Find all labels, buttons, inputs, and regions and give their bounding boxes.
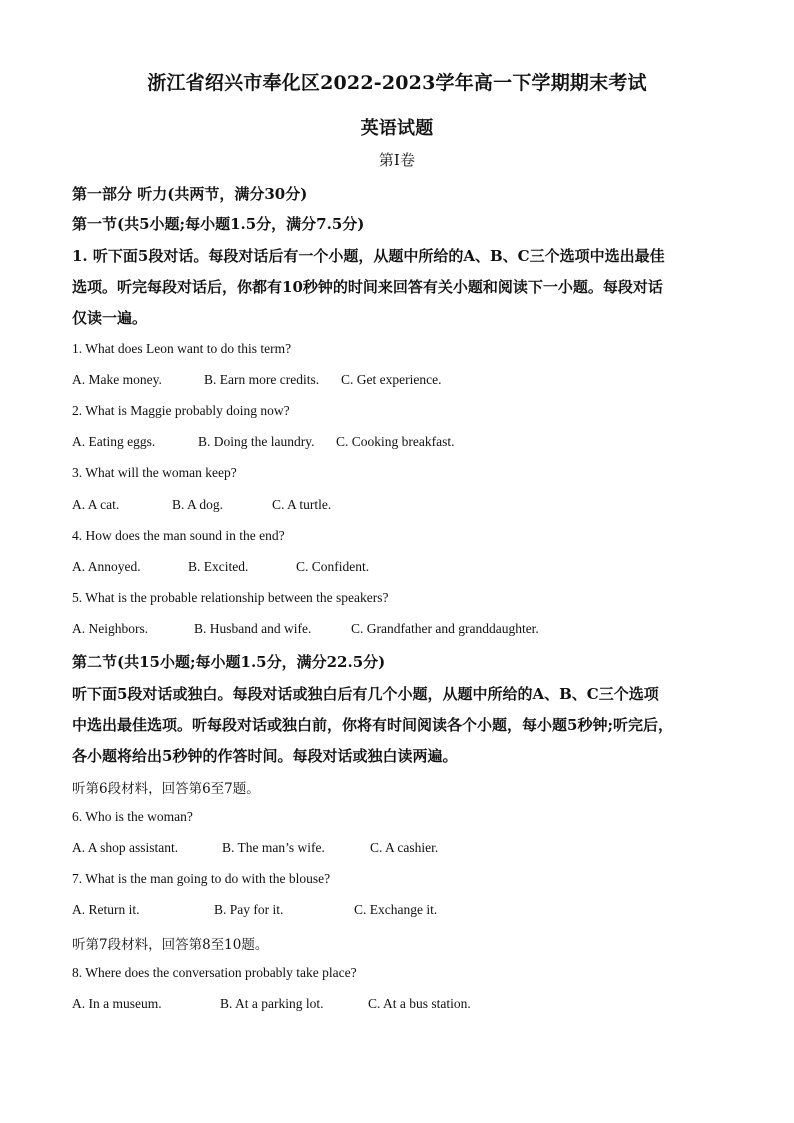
exam-subtitle: 英语试题 [360, 118, 434, 139]
question-text: 2. What is Maggie probably doing now? [72, 403, 290, 418]
option-b: B. Doing the laundry. [198, 434, 315, 449]
section2-instruction-line2: 中选出最佳选项。听每段对话或独白前，你将有时间阅读各个小题，每小题5秒钟;听完后， [72, 716, 673, 734]
option-b: B. The man’s wife. [222, 840, 325, 855]
question-options [72, 840, 722, 856]
option-c: C. At a bus station. [368, 996, 471, 1011]
section2-instruction-line3: 各小题将给出5秒钟的作答时间。每段对话或独白读两遍。 [72, 747, 458, 765]
question-text: 5. What is the probable relationship between the speakers? [72, 590, 389, 605]
option-a: A. Neighbors. [72, 621, 149, 636]
option-c: C. A turtle. [272, 497, 332, 512]
question-options [72, 434, 722, 450]
option-c: C. A cashier. [370, 840, 439, 855]
exam-title: 浙江省绍兴市奉化区2022-2023学年高一下学期期末考试 [147, 72, 647, 94]
question-text: 6. Who is the woman? [72, 809, 193, 824]
option-b: B. Excited. [188, 559, 249, 574]
option-a: A. A shop assistant. [72, 840, 179, 855]
option-b: B. Earn more credits. [204, 372, 320, 387]
question-text: 7. What is the man going to do with the blouse? [72, 871, 331, 886]
question-options [72, 372, 722, 388]
part1-heading: 第一部分 听力(共两节，满分30分) [72, 185, 308, 203]
option-a: A. Eating eggs. [72, 434, 156, 449]
question-options [72, 902, 722, 918]
section1-instruction-line1: 1. 听下面5段对话。每段对话后有一个小题，从题中所给的A、B、C三个选项中选出最佳 [72, 247, 665, 265]
option-a: A. A cat. [72, 497, 120, 512]
question-text: 8. Where does the conversation probably take place? [72, 965, 357, 980]
option-b: B. A dog. [172, 497, 224, 512]
section1-instruction-line2: 选项。听完每段对话后，你都有10秒钟的时间来回答有关小题和阅读下一小题。每段对话 [72, 278, 663, 296]
option-c: C. Grandfather and granddaughter. [351, 621, 539, 636]
material-7-label: 听第7段材料，回答第8至10题。 [72, 937, 269, 953]
volume-label: 第Ⅰ卷 [378, 151, 416, 169]
option-b: B. Husband and wife. [194, 621, 312, 636]
section1-heading: 第一节(共5小题;每小题1.5分，满分7.5分) [72, 215, 365, 233]
option-a: A. Make money. [72, 372, 162, 387]
option-c: C. Exchange it. [354, 902, 438, 917]
option-b: B. At a parking lot. [220, 996, 324, 1011]
option-c: C. Get experience. [341, 372, 442, 387]
question-options [72, 559, 722, 575]
material-6-label: 听第6段材料，回答第6至7题。 [72, 781, 260, 797]
option-a: A. Annoyed. [72, 559, 141, 574]
section2-heading: 第二节(共15小题;每小题1.5分，满分22.5分) [72, 653, 386, 671]
question-text: 4. How does the man sound in the end? [72, 528, 285, 543]
question-text: 3. What will the woman keep? [72, 465, 237, 480]
section2-instruction-line1: 听下面5段对话或独白。每段对话或独白后有几个小题，从题中所给的A、B、C三个选项 [72, 685, 659, 703]
section1-instruction-line3: 仅读一遍。 [72, 309, 148, 327]
question-options [72, 497, 722, 513]
option-c: C. Cooking breakfast. [336, 434, 455, 449]
question-text: 1. What does Leon want to do this term? [72, 341, 292, 356]
question-options [72, 621, 722, 637]
option-b: B. Pay for it. [214, 902, 284, 917]
option-c: C. Confident. [296, 559, 370, 574]
option-a: A. In a museum. [72, 996, 162, 1011]
option-a: A. Return it. [72, 902, 140, 917]
question-options [72, 996, 722, 1012]
